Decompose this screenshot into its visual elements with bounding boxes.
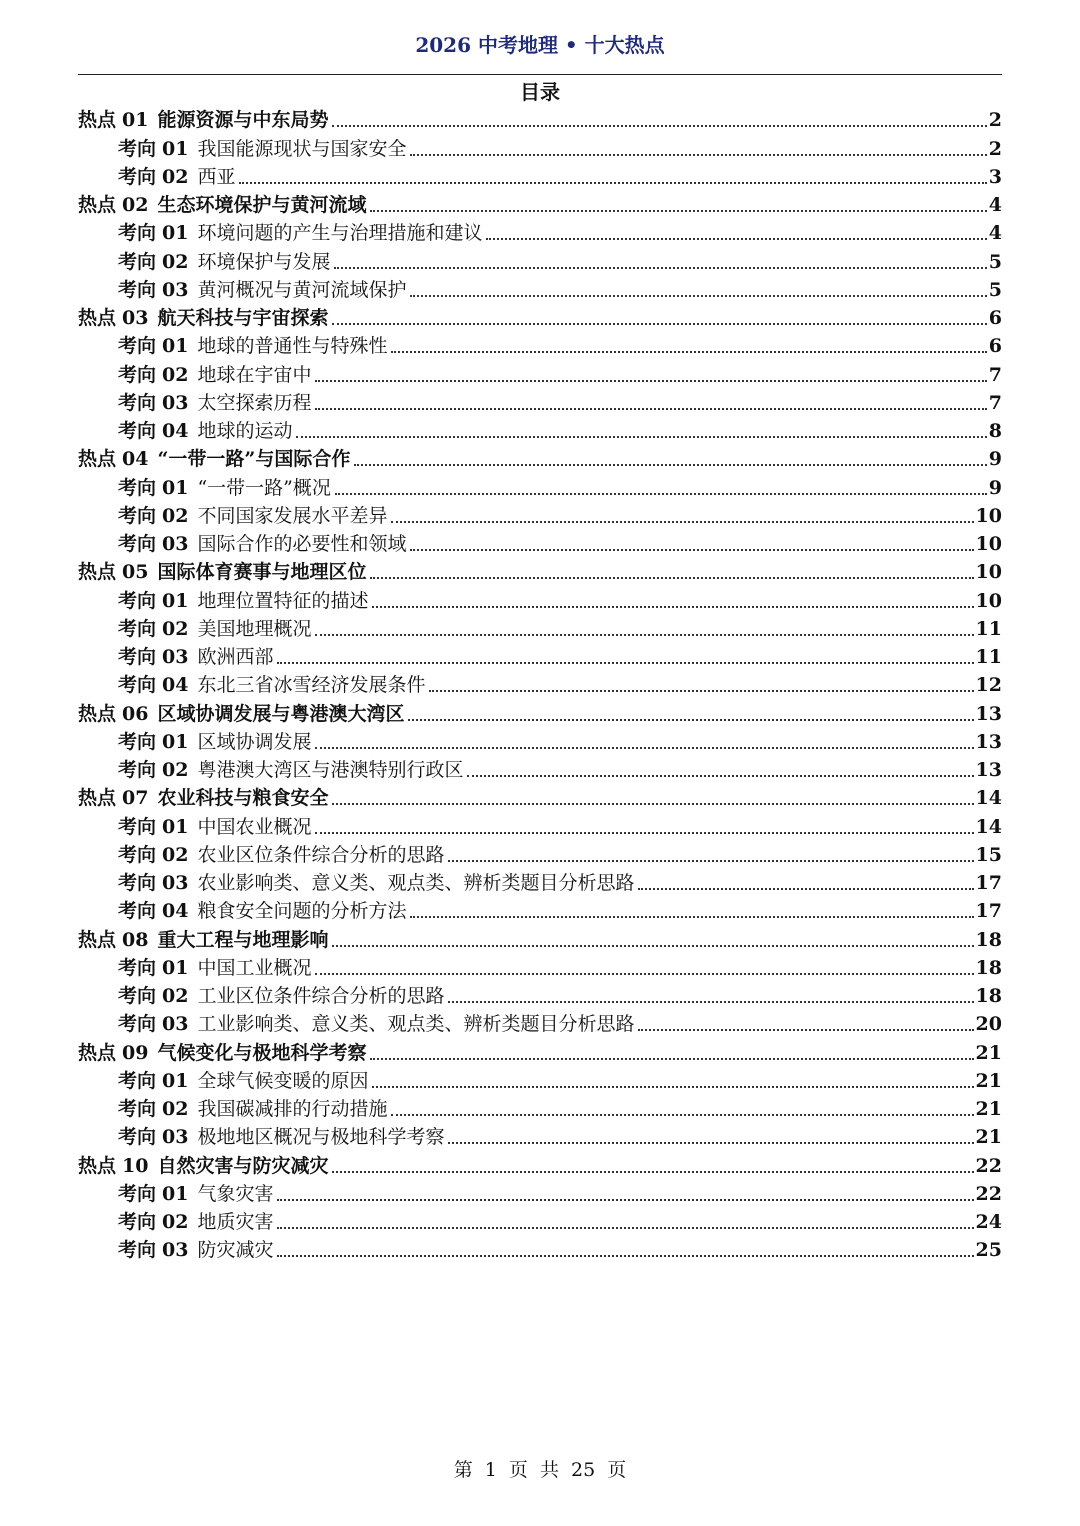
toc-entry-prefix: 考向: [118, 815, 157, 838]
toc-subsection-entry[interactable]: [78, 1066, 1002, 1094]
toc-entry-title: 气象灾害: [197, 1182, 274, 1205]
toc-entry-title: 航天科技与宇宙探索: [157, 307, 329, 329]
toc-entry-title: 太空探索历程: [197, 391, 312, 414]
toc-entry-title: 美国地理概况: [197, 617, 312, 640]
toc-entry-title: 环境保护与发展: [197, 250, 331, 273]
toc-entry-title: 地球在宇宙中: [197, 363, 312, 386]
toc-entry-page: 22: [975, 1182, 1002, 1205]
table-of-contents: [78, 105, 1002, 1263]
toc-entry-number: 03: [162, 391, 189, 414]
dot-leader: [277, 1227, 973, 1229]
toc-subsection-entry[interactable]: [78, 868, 1002, 896]
dot-leader: [448, 1001, 973, 1003]
toc-entry-page: 9: [988, 476, 1002, 499]
toc-entry-number: 01: [162, 1069, 189, 1092]
toc-entry-page: 4: [988, 194, 1002, 216]
toc-entry-title: 农业科技与粮食安全: [157, 787, 329, 810]
toc-entry-prefix: 考向: [118, 278, 157, 301]
toc-entry-number: 07: [122, 787, 149, 810]
dot-leader: [334, 267, 986, 269]
dot-leader: [315, 832, 973, 834]
dot-leader: [410, 549, 973, 551]
toc-entry-prefix: 考向: [118, 391, 157, 414]
toc-subsection-entry[interactable]: [78, 755, 1002, 783]
dot-leader: [332, 945, 973, 947]
toc-entry-number: 02: [162, 1211, 189, 1233]
toc-entry-title: 东北三省冰雪经济发展条件: [197, 674, 426, 697]
toc-entry-title: 国际合作的必要性和领域: [197, 533, 407, 555]
toc-entry-page: 21: [975, 1041, 1002, 1064]
toc-entry-prefix: 热点: [78, 928, 117, 951]
toc-subsection-entry[interactable]: [78, 614, 1002, 642]
toc-subsection-entry[interactable]: [78, 1179, 1002, 1207]
toc-entry-page: 13: [975, 730, 1002, 753]
toc-entry-page: 10: [975, 589, 1002, 612]
toc-entry-page: 11: [975, 646, 1002, 668]
toc-entry-page: 17: [975, 872, 1002, 894]
toc-entry-number: 01: [162, 137, 189, 160]
toc-entry-title: 区域协调发展: [197, 730, 312, 753]
toc-section-entry[interactable]: [78, 105, 1002, 133]
toc-subsection-entry[interactable]: [78, 727, 1002, 755]
toc-subsection-entry[interactable]: [78, 275, 1002, 303]
toc-entry-title: 中国农业概况: [197, 815, 312, 838]
toc-subsection-entry[interactable]: [78, 670, 1002, 698]
toc-entry-title: 生态环境保护与黄河流域: [157, 194, 367, 216]
toc-entry-title: 自然灾害与防灾减灾: [157, 1154, 329, 1177]
dot-leader: [370, 577, 973, 579]
toc-subsection-entry[interactable]: [78, 359, 1002, 387]
toc-section-entry[interactable]: [78, 698, 1002, 726]
dot-leader: [391, 1114, 973, 1116]
toc-entry-page: 10: [975, 533, 1002, 555]
toc-subsection-entry[interactable]: [78, 1094, 1002, 1122]
toc-entry-prefix: 考向: [118, 476, 157, 499]
toc-entry-page: 25: [975, 1239, 1002, 1262]
toc-entry-title: 环境问题的产生与治理措施和建议: [197, 222, 483, 245]
toc-entry-prefix: 考向: [118, 1239, 157, 1262]
toc-entry-number: 04: [162, 420, 189, 442]
toc-entry-prefix: 热点: [78, 561, 117, 584]
toc-entry-prefix: 考向: [118, 1211, 157, 1233]
toc-entry-page: 18: [975, 985, 1002, 1007]
toc-entry-page: 21: [975, 1126, 1002, 1149]
toc-entry-prefix: 考向: [118, 1098, 157, 1120]
dot-leader: [315, 380, 986, 382]
dot-leader: [467, 775, 973, 777]
toc-entry-page: 4: [988, 222, 1002, 245]
toc-entry-number: 01: [162, 476, 189, 499]
toc-subsection-entry[interactable]: [78, 896, 1002, 924]
toc-entry-number: 04: [122, 448, 149, 471]
toc-entry-page: 11: [975, 617, 1002, 640]
toc-entry-prefix: 考向: [118, 956, 157, 979]
toc-subsection-entry[interactable]: [78, 642, 1002, 670]
dot-leader: [315, 634, 973, 636]
toc-entry-number: 02: [162, 363, 189, 386]
toc-entry-title: 极地地区概况与极地科学考察: [197, 1126, 445, 1149]
toc-entry-prefix: 考向: [118, 363, 157, 386]
toc-entry-title: 工业区位条件综合分析的思路: [197, 985, 445, 1007]
toc-subsection-entry[interactable]: [78, 585, 1002, 613]
toc-entry-prefix: 考向: [118, 137, 157, 160]
dot-leader: [315, 973, 973, 975]
toc-entry-prefix: 热点: [78, 1041, 117, 1064]
toc-entry-prefix: 考向: [118, 165, 157, 188]
toc-entry-number: 02: [162, 985, 189, 1007]
toc-entry-page: 18: [975, 956, 1002, 979]
toc-entry-prefix: 考向: [118, 504, 157, 527]
toc-entry-prefix: 考向: [118, 1182, 157, 1205]
toc-section-entry[interactable]: [78, 924, 1002, 952]
toc-entry-prefix: 考向: [118, 843, 157, 866]
toc-entry-page: 3: [988, 165, 1002, 188]
toc-subsection-entry[interactable]: [78, 162, 1002, 190]
toc-entry-page: 9: [988, 448, 1002, 471]
toc-subsection-entry[interactable]: [78, 811, 1002, 839]
toc-entry-page: 21: [975, 1098, 1002, 1120]
toc-entry-number: 03: [162, 1239, 189, 1262]
toc-entry-prefix: 考向: [118, 900, 157, 923]
toc-entry-page: 14: [975, 787, 1002, 810]
toc-entry-title: 全球气候变暖的原因: [197, 1069, 369, 1092]
toc-entry-title: 地质灾害: [197, 1211, 274, 1233]
toc-entry-number: 01: [162, 815, 189, 838]
dot-leader: [486, 238, 986, 240]
toc-subsection-entry[interactable]: [78, 1207, 1002, 1235]
toc-entry-number: 03: [162, 872, 189, 894]
toc-entry-prefix: 考向: [118, 1013, 157, 1036]
toc-entry-prefix: 考向: [118, 1069, 157, 1092]
toc-subsection-entry[interactable]: [78, 133, 1002, 161]
toc-subsection-entry[interactable]: [78, 840, 1002, 868]
toc-section-entry[interactable]: [78, 1037, 1002, 1065]
toc-entry-title: 农业区位条件综合分析的思路: [197, 843, 445, 866]
dot-leader: [391, 521, 973, 523]
toc-subsection-entry[interactable]: [78, 218, 1002, 246]
toc-entry-title: “一带一路”与国际合作: [157, 448, 351, 471]
toc-entry-page: 10: [975, 504, 1002, 527]
toc-entry-title: 黄河概况与黄河流域保护: [197, 278, 407, 301]
header-title: 2026 中考地理 • 十大热点: [415, 33, 665, 57]
toc-entry-prefix: 热点: [78, 448, 117, 471]
toc-entry-page: 18: [975, 928, 1002, 951]
toc-entry-title: 我国能源现状与国家安全: [197, 137, 407, 160]
toc-entry-title: 能源资源与中东局势: [157, 109, 329, 132]
toc-entry-page: 20: [975, 1013, 1002, 1036]
toc-entry-prefix: 热点: [78, 109, 117, 132]
toc-entry-title: 我国碳减排的行动措施: [197, 1098, 388, 1120]
dot-leader: [315, 747, 973, 749]
toc-entry-number: 03: [162, 646, 189, 668]
toc-entry-prefix: 考向: [118, 759, 157, 781]
toc-entry-number: 01: [162, 335, 189, 358]
dot-leader: [315, 408, 986, 410]
toc-entry-title: 重大工程与地理影响: [157, 928, 329, 951]
toc-entry-page: 17: [975, 900, 1002, 923]
toc-entry-number: 02: [162, 1098, 189, 1120]
dot-leader: [332, 1171, 973, 1173]
toc-entry-number: 03: [162, 278, 189, 301]
toc-entry-title: 不同国家发展水平差异: [197, 504, 388, 527]
toc-entry-title: 地球的运动: [197, 420, 293, 442]
toc-entry-page: 5: [988, 250, 1002, 273]
toc-entry-number: 04: [162, 674, 189, 697]
toc-subsection-entry[interactable]: [78, 501, 1002, 529]
toc-entry-number: 03: [122, 307, 149, 329]
toc-entry-page: 5: [988, 278, 1002, 301]
toc-entry-number: 01: [162, 589, 189, 612]
toc-entry-page: 6: [988, 307, 1002, 329]
dot-leader: [410, 295, 986, 297]
toc-subsection-entry[interactable]: [78, 388, 1002, 416]
toc-entry-number: 01: [162, 730, 189, 753]
page-footer: 第 1 页 共 25 页: [453, 1459, 627, 1481]
dot-leader: [296, 436, 986, 438]
dot-leader: [239, 182, 986, 184]
dot-leader: [408, 719, 973, 721]
toc-section-entry[interactable]: [78, 557, 1002, 585]
dot-leader: [332, 803, 973, 805]
toc-entry-prefix: 考向: [118, 533, 157, 555]
toc-entry-number: 02: [162, 165, 189, 188]
dot-leader: [277, 1199, 973, 1201]
toc-subsection-entry[interactable]: [78, 529, 1002, 557]
toc-entry-number: 01: [162, 956, 189, 979]
toc-entry-page: 2: [988, 137, 1002, 160]
toc-entry-page: 22: [975, 1154, 1002, 1177]
toc-entry-title: 地球的普通性与特殊性: [197, 335, 388, 358]
toc-entry-number: 02: [122, 194, 149, 216]
dot-leader: [448, 1142, 973, 1144]
dot-leader: [410, 916, 973, 918]
toc-entry-title: 农业影响类、意义类、观点类、辨析类题目分析思路: [197, 872, 635, 894]
toc-entry-prefix: 考向: [118, 617, 157, 640]
toc-subsection-entry[interactable]: [78, 953, 1002, 981]
dot-leader: [638, 888, 973, 890]
dot-leader: [448, 860, 973, 862]
dot-leader: [354, 464, 986, 466]
dot-leader: [372, 606, 973, 608]
toc-section-entry[interactable]: [78, 783, 1002, 811]
dot-leader: [429, 690, 973, 692]
toc-entry-number: 06: [122, 702, 149, 725]
dot-leader: [332, 323, 986, 325]
toc-subsection-entry[interactable]: [78, 1009, 1002, 1037]
toc-section-entry[interactable]: [78, 190, 1002, 218]
toc-entry-prefix: 考向: [118, 646, 157, 668]
dot-leader: [277, 1255, 973, 1257]
toc-entry-prefix: 考向: [118, 420, 157, 442]
toc-entry-number: 02: [162, 250, 189, 273]
page-header: [78, 30, 1002, 75]
toc-entry-prefix: 考向: [118, 250, 157, 273]
toc-subsection-entry[interactable]: [78, 331, 1002, 359]
toc-entry-title: 欧洲西部: [197, 646, 274, 668]
toc-entry-number: 04: [162, 900, 189, 923]
toc-entry-number: 02: [162, 504, 189, 527]
toc-entry-page: 7: [988, 391, 1002, 414]
toc-entry-page: 12: [975, 674, 1002, 697]
toc-entry-number: 10: [122, 1154, 149, 1177]
toc-subsection-entry[interactable]: [78, 472, 1002, 500]
dot-leader: [372, 1086, 973, 1088]
toc-entry-title: 粤港澳大湾区与港澳特别行政区: [197, 759, 464, 781]
toc-entry-page: 6: [988, 335, 1002, 358]
toc-entry-number: 02: [162, 617, 189, 640]
toc-entry-number: 05: [122, 561, 149, 584]
dot-leader: [370, 1058, 973, 1060]
toc-subsection-entry[interactable]: [78, 416, 1002, 444]
toc-entry-title: 工业影响类、意义类、观点类、辨析类题目分析思路: [197, 1013, 635, 1036]
toc-entry-title: 区域协调发展与粤港澳大湾区: [157, 702, 405, 725]
toc-entry-page: 14: [975, 815, 1002, 838]
toc-entry-prefix: 热点: [78, 307, 117, 329]
toc-entry-prefix: 考向: [118, 589, 157, 612]
toc-entry-prefix: 考向: [118, 335, 157, 358]
toc-entry-title: 中国工业概况: [197, 956, 312, 979]
toc-entry-number: 03: [162, 1126, 189, 1149]
toc-entry-page: 13: [975, 759, 1002, 781]
dot-leader: [335, 493, 987, 495]
toc-entry-title: 粮食安全问题的分析方法: [197, 900, 407, 923]
toc-entry-number: 03: [162, 533, 189, 555]
dot-leader: [332, 125, 986, 127]
dot-leader: [638, 1029, 973, 1031]
toc-entry-number: 09: [122, 1041, 149, 1064]
toc-entry-page: 15: [975, 843, 1002, 866]
toc-entry-title: “一带一路”概况: [197, 476, 331, 499]
toc-entry-number: 02: [162, 843, 189, 866]
toc-entry-prefix: 考向: [118, 222, 157, 245]
dot-leader: [391, 351, 986, 353]
toc-entry-title: 地理位置特征的描述: [197, 589, 369, 612]
toc-entry-title: 国际体育赛事与地理区位: [157, 561, 367, 584]
toc-entry-number: 08: [122, 928, 149, 951]
toc-entry-prefix: 考向: [118, 730, 157, 753]
toc-entry-prefix: 考向: [118, 872, 157, 894]
toc-entry-page: 10: [975, 561, 1002, 584]
toc-subsection-entry[interactable]: [78, 246, 1002, 274]
dot-leader: [277, 662, 973, 664]
toc-entry-page: 13: [975, 702, 1002, 725]
toc-entry-prefix: 考向: [118, 1126, 157, 1149]
toc-entry-number: 01: [162, 1182, 189, 1205]
toc-entry-page: 8: [988, 420, 1002, 442]
toc-entry-page: 2: [988, 109, 1002, 132]
toc-entry-prefix: 考向: [118, 674, 157, 697]
toc-entry-title: 西亚: [197, 165, 236, 188]
toc-entry-page: 7: [988, 363, 1002, 386]
toc-entry-number: 03: [162, 1013, 189, 1036]
toc-entry-prefix: 热点: [78, 787, 117, 810]
toc-entry-page: 21: [975, 1069, 1002, 1092]
toc-entry-prefix: 热点: [78, 194, 117, 216]
toc-entry-title: 防灾减灾: [197, 1239, 274, 1262]
toc-subsection-entry[interactable]: [78, 1235, 1002, 1263]
toc-entry-page: 24: [975, 1211, 1002, 1233]
toc-subsection-entry[interactable]: [78, 1122, 1002, 1150]
toc-entry-number: 02: [162, 759, 189, 781]
dot-leader: [410, 154, 986, 156]
toc-section-entry[interactable]: [78, 303, 1002, 331]
toc-entry-title: 气候变化与极地科学考察: [157, 1041, 367, 1064]
dot-leader: [370, 210, 986, 212]
toc-section-entry[interactable]: [78, 444, 1002, 472]
toc-entry-prefix: 热点: [78, 702, 117, 725]
toc-heading: 目录: [520, 80, 560, 104]
toc-section-entry[interactable]: [78, 1150, 1002, 1178]
toc-entry-prefix: 考向: [118, 985, 157, 1007]
toc-entry-prefix: 热点: [78, 1154, 117, 1177]
toc-entry-number: 01: [122, 109, 149, 132]
toc-subsection-entry[interactable]: [78, 981, 1002, 1009]
toc-entry-number: 01: [162, 222, 189, 245]
